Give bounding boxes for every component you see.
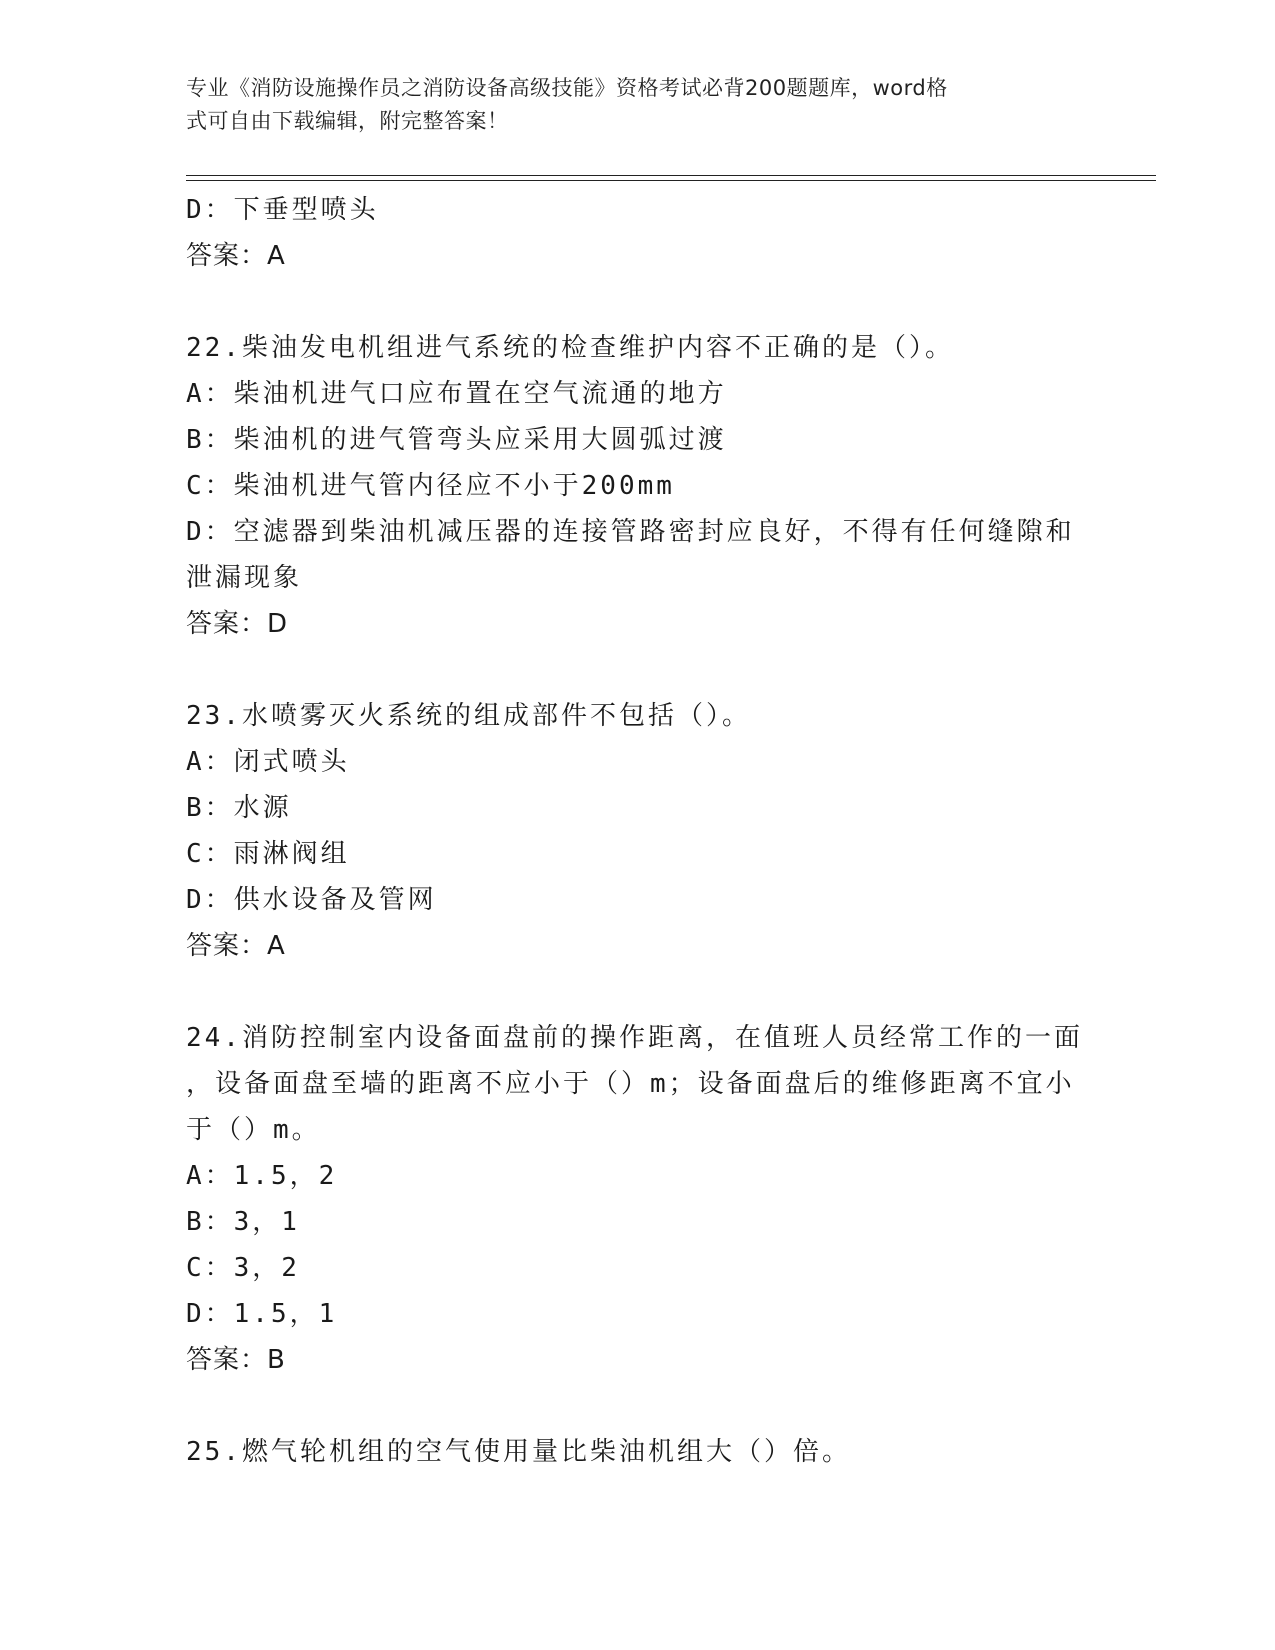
question-stem-line-1: 24.消防控制室内设备面盘前的操作距离，在值班人员经常工作的一面 <box>186 1023 1083 1053</box>
question-stem: 25.燃气轮机组的空气使用量比柴油机组大（）倍。 <box>186 1437 851 1467</box>
option-b: B：3，1 <box>186 1207 300 1237</box>
answer: 答案：A <box>186 931 286 961</box>
option-b: B：柴油机的进气管弯头应采用大圆弧过渡 <box>186 425 727 455</box>
question-stem: 23.水喷雾灭火系统的组成部件不包括（）。 <box>186 701 751 731</box>
question-list <box>186 187 1086 1475</box>
spacer <box>186 969 1086 1015</box>
option-c: C：3，2 <box>186 1253 300 1283</box>
option-a: A：柴油机进气口应布置在空气流通的地方 <box>186 379 727 409</box>
spacer <box>186 647 1086 693</box>
option-d: D：1.5，1 <box>186 1299 338 1329</box>
option-a: A：1.5，2 <box>186 1161 338 1191</box>
option-d: D：下垂型喷头 <box>186 195 379 225</box>
answer: 答案：D <box>186 609 289 639</box>
answer: 答案：A <box>186 241 286 271</box>
header-line-1: 专业《消防设施操作员之消防设备高级技能》资格考试必背200题题库，word格 <box>186 76 948 100</box>
question-25 <box>186 1429 1086 1475</box>
question-24 <box>186 1015 1086 1383</box>
option-c: C：柴油机进气管内径应不小于200mm <box>186 471 675 501</box>
option-c: C：雨淋阀组 <box>186 839 350 869</box>
answer: 答案：B <box>186 1345 286 1375</box>
question-stem-line-2: ，设备面盘至墙的距离不应小于（）m；设备面盘后的维修距离不宜小 <box>186 1069 1075 1099</box>
option-d-line-2: 泄漏现象 <box>186 563 303 593</box>
option-d: D：供水设备及管网 <box>186 885 437 915</box>
question-stem-line-3: 于（）m。 <box>186 1115 321 1145</box>
spacer <box>186 279 1086 325</box>
document-header <box>186 72 1076 138</box>
option-b: B：水源 <box>186 793 292 823</box>
header-line-2: 式可自由下载编辑，附完整答案！ <box>186 109 509 133</box>
question-22 <box>186 325 1086 647</box>
header-rule-top <box>186 175 1156 176</box>
previous-question-tail <box>186 187 1086 279</box>
question-23 <box>186 693 1086 969</box>
header-rule-bottom <box>186 180 1156 181</box>
option-a: A：闭式喷头 <box>186 747 350 777</box>
option-d-line-1: D：空滤器到柴油机减压器的连接管路密封应良好，不得有任何缝隙和 <box>186 517 1075 547</box>
question-stem: 22.柴油发电机组进气系统的检查维护内容不正确的是（）。 <box>186 333 954 363</box>
spacer <box>186 1383 1086 1429</box>
